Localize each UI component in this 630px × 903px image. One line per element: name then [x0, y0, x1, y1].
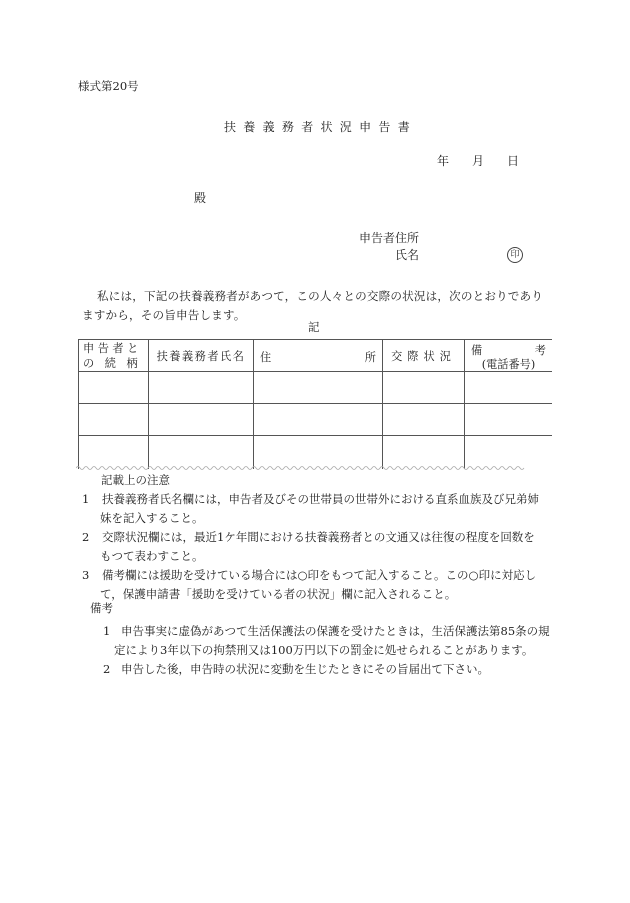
- remark-text: 申告事実に虚偽があつて生活保護法の保護を受けたときは，生活保護法第85条の規: [121, 624, 550, 638]
- cell-contact-status[interactable]: [383, 404, 465, 436]
- header-remarks-sub: (電話番号): [481, 358, 536, 371]
- form-number: 様式第20号: [78, 79, 139, 93]
- table-cutoff-wavy-line: [76, 464, 554, 472]
- note-text: 交際状況欄には，最近1ケ年間における扶養義務者との文通又は往復の程度を回数を: [102, 530, 535, 544]
- document-title: 扶養義務者状況申告書: [224, 120, 418, 134]
- cell-address[interactable]: [254, 372, 383, 404]
- addressee-suffix: 殿: [194, 191, 207, 205]
- header-address-right: 所: [364, 351, 376, 364]
- table-row: [79, 372, 553, 404]
- note-item: [82, 528, 554, 565]
- cell-obligor-name[interactable]: [149, 372, 254, 404]
- header-relation-line2: の 続 柄: [83, 356, 142, 370]
- header-contact-status: 交際状況: [383, 340, 465, 372]
- table-row: [79, 404, 553, 436]
- cell-remarks[interactable]: [465, 372, 553, 404]
- table-header-row: [79, 340, 553, 372]
- cell-relation[interactable]: [79, 404, 149, 436]
- seal-icon: 印: [507, 247, 523, 263]
- note-text-continuation: て，保護申請書「援助を受けている者の状況」欄に記入されること。: [100, 586, 457, 601]
- note-number: 2: [82, 530, 90, 544]
- remark-text-continuation: 定により3年以下の拘禁刑又は100万円以下の罰金に処せられることがあります。: [114, 642, 534, 657]
- header-obligor-name: 扶養義務者氏名: [149, 340, 254, 372]
- note-text-continuation: 妹を記入すること。: [100, 510, 204, 525]
- obligors-table-container: [78, 339, 552, 469]
- note-text-continuation: もつて表わすこと。: [100, 548, 204, 563]
- date-month-label: 月: [472, 154, 485, 168]
- note-number: 1: [82, 492, 90, 506]
- note-item: [82, 566, 554, 603]
- declaration-text: 私には，下記の扶養義務者があつて，この人々との交際の状況は，次のとおりでありますから，その旨申告します。: [82, 289, 544, 322]
- remark-text: 申告した後，申告時の状況に変動を生じたときにその旨届出て下さい。: [121, 662, 489, 676]
- cell-obligor-name[interactable]: [149, 404, 254, 436]
- date-day-label: 日: [507, 154, 520, 168]
- date-year-label: 年: [437, 154, 450, 168]
- notes-heading: 記載上の注意: [101, 473, 170, 487]
- applicant-address-label: 申告者住所: [359, 231, 420, 245]
- note-text: 扶養義務者氏名欄には，申告者及びその世帯員の世帯外における直系血族及び兄弟姉: [102, 492, 539, 506]
- note-item: [82, 490, 554, 527]
- cell-contact-status[interactable]: [383, 372, 465, 404]
- remark-item: [103, 660, 558, 679]
- remark-number: 2: [103, 662, 111, 676]
- header-relation: [79, 340, 149, 372]
- remarks-heading: 備考: [90, 601, 113, 615]
- note-text: 備考欄には援助を受けている場合には○印をもつて記入すること。この○印に対応し: [102, 568, 537, 582]
- header-remarks: [465, 340, 553, 372]
- record-mark: 記: [308, 320, 320, 334]
- remark-number: 1: [103, 624, 111, 638]
- header-address: [254, 340, 383, 372]
- applicant-name-label: 氏名: [395, 248, 420, 262]
- header-address-left: 住: [260, 351, 272, 364]
- header-remarks-left: 備: [471, 344, 483, 357]
- note-number: 3: [82, 568, 90, 582]
- obligors-table: [78, 339, 552, 469]
- remark-item: [103, 622, 558, 659]
- header-relation-line1: 申告者と: [83, 341, 142, 355]
- header-remarks-right: 考: [534, 344, 546, 357]
- cell-address[interactable]: [254, 404, 383, 436]
- cell-relation[interactable]: [79, 372, 149, 404]
- cell-remarks[interactable]: [465, 404, 553, 436]
